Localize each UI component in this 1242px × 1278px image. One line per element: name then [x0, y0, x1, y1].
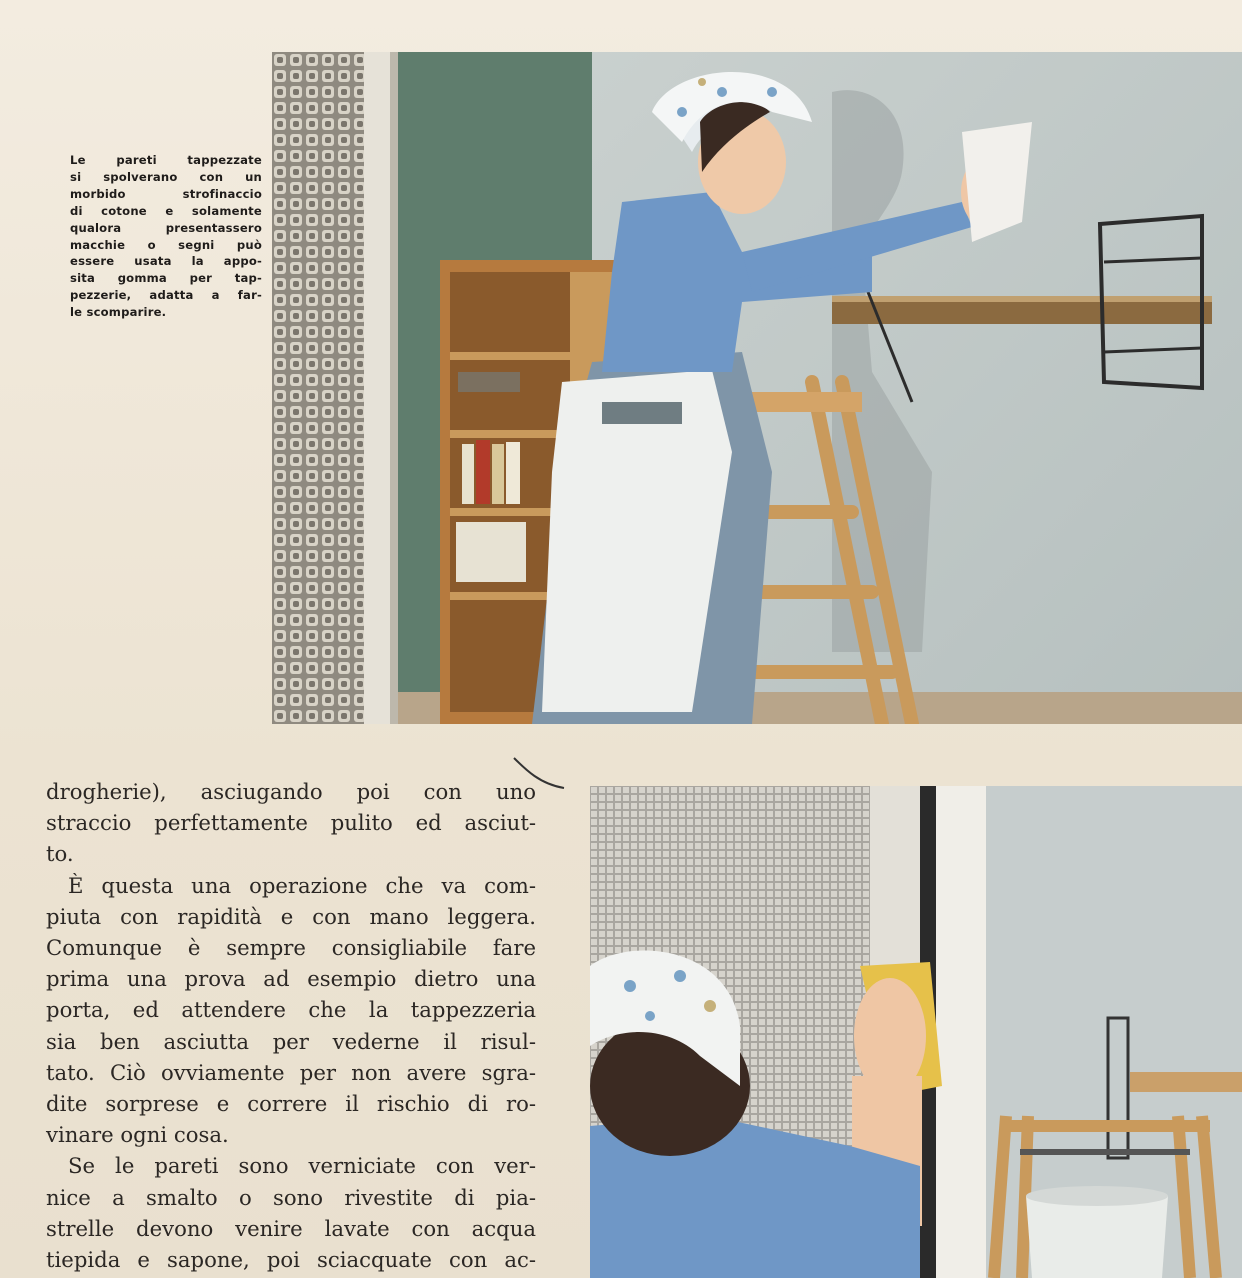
- text-line: porta, ed attendere che la tappezzeria: [46, 997, 536, 1023]
- caption-line: morbido strofinaccio: [70, 186, 262, 201]
- article-body: [46, 776, 536, 1275]
- caption-line: le scomparire.: [70, 305, 167, 320]
- caption-line: qualora presentassero: [70, 220, 262, 235]
- text-line: sia ben asciutta per vederne il risul-: [46, 1028, 536, 1054]
- text-line: piuta con rapidità e con mano leggera.: [46, 903, 536, 929]
- caption-line: Le pareti tappezzate: [70, 153, 262, 167]
- text-line: nice a smalto o sono rivestite di pia-: [46, 1184, 536, 1210]
- text-line: tato. Ciò ovviamente per non avere sgra-: [46, 1059, 536, 1085]
- caption-line: essere usata la appo-: [70, 254, 262, 269]
- text-line: drogherie), asciugando poi con uno: [46, 779, 536, 804]
- photo-woman-on-ladder: [272, 52, 1242, 724]
- caption-line: macchie o segni può: [70, 237, 262, 252]
- text-line: È questa una operazione che va com-: [68, 872, 536, 898]
- caption-line: si spolverano con un: [70, 169, 262, 184]
- text-line: strelle devono venire lavate con acqua: [46, 1215, 536, 1241]
- text-line: Se le pareti sono verniciate con ver-: [68, 1153, 536, 1179]
- text-line: to.: [46, 841, 74, 867]
- caption-line: di cotone e solamente: [70, 203, 262, 218]
- caption-line: pezzerie, adatta a far-: [70, 288, 262, 303]
- caption-line: sita gomma per tap-: [70, 271, 262, 286]
- text-line: dite sorprese e correre il rischio di ro-: [46, 1091, 536, 1117]
- photo-washing-glass: [590, 786, 1242, 1278]
- text-line: vinare ogni cosa.: [46, 1122, 229, 1148]
- text-line: Comunque è sempre consigliabile fare: [46, 935, 536, 961]
- text-line: tiepida e sapone, poi sciacquate con ac-: [46, 1247, 536, 1273]
- text-line: straccio perfettamente pulito ed asciut-: [46, 810, 536, 836]
- photo-caption: [70, 152, 262, 321]
- text-line: prima una prova ad esempio dietro una: [46, 966, 536, 992]
